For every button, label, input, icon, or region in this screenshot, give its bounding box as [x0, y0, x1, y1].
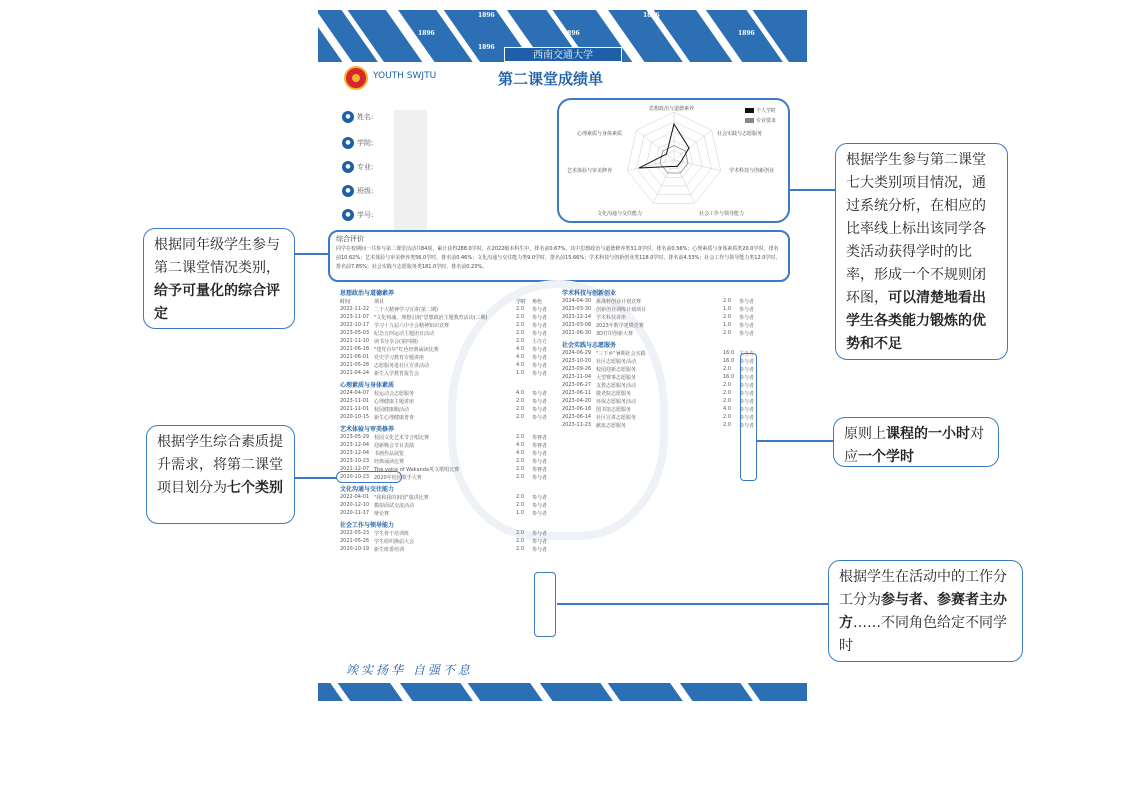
activity-hours: 2.0 [723, 314, 731, 320]
activity-role: 主办方 [532, 339, 548, 345]
info-class: ● 班级: [342, 185, 373, 198]
activity-name: 献血志愿服务 [596, 423, 627, 429]
activity-row [340, 442, 560, 450]
activity-role: 参与者 [532, 355, 548, 361]
activity-hours: 16.0 [723, 374, 735, 380]
connector-line [790, 189, 835, 191]
activity-row [562, 314, 792, 322]
activity-hours: 2.0 [723, 382, 731, 388]
activity-hours: 4.0 [516, 354, 524, 360]
activity-row [562, 382, 792, 390]
activity-row [340, 390, 560, 398]
connector-line [757, 440, 833, 442]
activity-role: 参与者 [532, 391, 548, 397]
info-major: ● 专业: [342, 161, 373, 174]
activity-row [340, 306, 560, 314]
activity-hours: 16.0 [723, 358, 735, 364]
activity-row [340, 314, 560, 322]
activity-date: 2023-12-04 [340, 442, 370, 448]
section-rows [340, 494, 560, 518]
radar-label: 社会实践与志愿服务 [717, 131, 763, 137]
activity-name: "建党百年"红色经典诵读比赛 [374, 347, 439, 353]
activity-row [340, 494, 560, 502]
activity-hours: 4.0 [516, 442, 524, 448]
callout-radar-explanation: 根据学生参与第二课堂七大类别项目情况，通过系统分析，在相应的比率线上标出该同学各类活动获得学时的比率，形成一个不规则闭环图，可以清楚地看出学生各类能力锻炼的优势和不足 [835, 143, 1008, 360]
activity-date: 2021-05-26 [340, 538, 370, 544]
activity-name: 图书馆志愿服务 [596, 407, 632, 413]
table-header: 时间 项目 学时 角色 [340, 299, 543, 305]
activity-role: 参与者 [532, 407, 548, 413]
section-rows [340, 390, 560, 422]
activity-name: 志愿服务进社区宣讲活动 [374, 363, 430, 369]
activity-name: 心理健康主题讲座 [374, 399, 415, 405]
activity-date: 2023-06-18 [562, 406, 592, 412]
activity-hours: 2.0 [516, 330, 524, 336]
activity-date: 2023-11-04 [562, 374, 592, 380]
activity-date: 2023-11-07 [340, 314, 370, 320]
band-year: 1896 [478, 44, 495, 51]
activity-row [562, 406, 792, 414]
activity-row [562, 398, 792, 406]
transcript-document [318, 10, 807, 701]
activity-date: 2023-12-14 [562, 314, 592, 320]
activity-role: 参赛者 [532, 443, 548, 449]
activity-name: 学术科技讲座 [596, 315, 627, 321]
activity-hours: 2.0 [723, 414, 731, 420]
callout-roles: 根据学生在活动中的工作分工分为参与者、参赛者主办方……不同角色给定不同学时 [828, 560, 1023, 662]
activity-date: 2020-10-23 [340, 474, 370, 480]
activity-hours: 1.0 [723, 322, 731, 328]
activity-name: 校运动会志愿服务 [374, 391, 415, 397]
activity-role: 参与者 [532, 363, 548, 369]
activity-hours: 4.0 [723, 406, 731, 412]
section-title: 思想政治与道德素养 [340, 290, 395, 297]
section-rows [562, 298, 792, 338]
major-icon: ● [342, 161, 354, 173]
activity-row [562, 322, 792, 330]
section-title: 文化沟通与交往能力 [340, 486, 395, 493]
activity-role: 参与者 [532, 315, 548, 321]
activity-hours: 4.0 [516, 362, 524, 368]
activity-date: 2020-10-15 [340, 414, 370, 420]
activity-date: 2023-06-11 [562, 390, 592, 396]
activity-row [340, 458, 560, 466]
activity-date: 2023-10-20 [562, 358, 592, 364]
activity-role: 参与者 [739, 391, 755, 397]
activity-date: 2024-04-07 [340, 390, 370, 396]
activity-hours: 4.0 [516, 390, 524, 396]
band-year: 1896 [738, 30, 755, 37]
activity-row [340, 530, 560, 538]
radar-individual-series [639, 124, 689, 168]
activity-row [340, 330, 560, 338]
activity-hours: 2.0 [516, 398, 524, 404]
activity-row [562, 358, 792, 366]
activity-hours: 4.0 [516, 346, 524, 352]
activity-name: 校园健康跑活动 [374, 407, 410, 413]
info-college: ● 学院: [342, 137, 373, 150]
university-motto: 竢实扬华 自强不息 [346, 663, 473, 677]
info-id: ● 学号: [342, 209, 373, 222]
activity-hours: 2.0 [516, 494, 524, 500]
activity-row [562, 350, 792, 358]
evaluation-title: 综合评价 [336, 235, 364, 243]
activity-role: 参与者 [739, 359, 755, 365]
activity-name: "文化铸魂，理想引航"思想政治主题教育活动(三期) [374, 315, 488, 321]
activity-hours: 2.0 [723, 398, 731, 404]
activity-row [340, 346, 560, 354]
activity-name: 书画作品展览 [374, 451, 405, 457]
activity-name: 支教志愿服务活动 [596, 383, 637, 389]
activity-role: 参与者 [739, 315, 755, 321]
activity-row [340, 546, 560, 554]
section-title: 社会实践与志愿服务 [562, 342, 617, 349]
activity-role: 参与者 [532, 495, 548, 501]
activity-date: 2023-09-26 [562, 366, 592, 372]
activity-date: 2023-10-23 [340, 458, 370, 464]
section-rows [340, 306, 560, 378]
role-column-highlight [534, 572, 556, 637]
activity-date: 2023-11-23 [562, 422, 592, 428]
hours-column-highlight [740, 353, 757, 481]
activity-date: 2021-04-24 [340, 370, 370, 376]
activity-role: 参与者 [739, 407, 755, 413]
connector-line [557, 603, 828, 605]
activity-name: 党史学习教育专题讲座 [374, 355, 425, 361]
activity-hours: 2.0 [516, 502, 524, 508]
activity-name: 学生组织换届大会 [374, 539, 415, 545]
callout-evaluation: 根据同年级学生参与第二课堂情况类别，给予可量化的综合评定 [143, 228, 295, 329]
activity-role: 参与者 [532, 307, 548, 313]
section-title: 学术科技与创新创业 [562, 290, 617, 297]
activity-name: "我和我的祖国"演讲比赛 [374, 495, 429, 501]
activity-hours: 16.0 [723, 350, 735, 356]
legend-requirement: 专业要求 [745, 117, 776, 124]
activity-hours: 2.0 [516, 406, 524, 412]
activity-hours: 2.0 [723, 330, 731, 336]
activity-row [340, 354, 560, 362]
activity-hours: 2.0 [516, 322, 524, 328]
activity-name: 2020年校园歌手大赛 [374, 475, 422, 481]
activity-row [340, 450, 560, 458]
radar-label: 文化沟通与交往能力 [597, 211, 643, 217]
radar-label: 社会工作与领导能力 [699, 211, 745, 217]
activity-name: 模拟面试交流活动 [374, 503, 415, 509]
activity-role: 参与者 [532, 547, 548, 553]
activity-date: 2022-04-01 [340, 494, 370, 500]
activity-date: 2022-11-22 [340, 306, 370, 312]
activity-date: 2023-05-03 [340, 330, 370, 336]
activity-role: 参与者 [532, 503, 548, 509]
radar-label: 学术科技与创新创业 [729, 168, 775, 174]
callout-hours: 原则上课程的一小时对应一个学时 [833, 417, 999, 467]
evaluation-text: 同学在校期间一共参与第二课堂活动共84项，累计获得288.0学时，在2022级本科生中，排名前0.67%。其中思想政治与道德修养类31.0学时，排名前0.56%；心理素质与身体素质类20.0学时，排名前10.62%；艺术体验与审美修养类56.0学时，排名前0.46%；文化沟通与交往能力类9.0学时，排名前15.66%；学术科技与创新创业类118.0学时，排名前4.53%；社会工作与领导能力类12.0学时，排名前7.85%；社会实践与志愿服务类181.0学时，排名前0.23%。 [336, 246, 781, 270]
activity-name: 环保志愿服务活动 [596, 399, 637, 405]
activity-name: 2023年数学建模竞赛 [596, 323, 644, 329]
activity-role: 参与者 [532, 371, 548, 377]
activity-row [340, 502, 560, 510]
activity-role: 参与者 [532, 323, 548, 329]
activity-role: 参与者 [532, 399, 548, 405]
id-icon: ● [342, 209, 354, 221]
activity-hours: 2.0 [516, 314, 524, 320]
activity-role: 参与者 [739, 323, 755, 329]
activity-row [340, 322, 560, 330]
youth-label: YOUTH SWJTU [373, 71, 437, 81]
band-year: 1896 [643, 12, 660, 19]
right-activity-column [562, 288, 792, 430]
activity-hours: 2.0 [516, 546, 524, 552]
activity-row [340, 434, 560, 442]
activity-date: 2021-11-10 [340, 338, 370, 344]
activity-name: 二十大精神学习宣讲(第二期) [374, 307, 438, 313]
activity-hours: 2.0 [516, 306, 524, 312]
activity-date: 2023-03-08 [562, 322, 592, 328]
activity-name: 学生骨干培训班 [374, 531, 410, 537]
connector-line [295, 477, 337, 479]
activity-row [340, 538, 560, 546]
activity-row [562, 414, 792, 422]
activity-row [340, 406, 560, 414]
activity-role: 主办方 [739, 351, 755, 357]
activity-date: 2022-05-23 [340, 530, 370, 536]
college-icon: ● [342, 137, 354, 149]
activity-name: 敬老院志愿服务 [596, 391, 632, 397]
activity-role: 参与者 [739, 375, 755, 381]
activity-role: 参与者 [532, 459, 548, 465]
radar-label: 思想政治与道德素养 [649, 106, 695, 112]
person-icon: ● [342, 111, 354, 123]
radar-chart-box [557, 98, 790, 223]
activity-hours: 2.0 [516, 466, 524, 472]
activity-role: 参与者 [739, 383, 755, 389]
activity-row [562, 330, 792, 338]
activity-name: 社区宣讲志愿服务 [596, 415, 637, 421]
activity-role: 参与者 [739, 331, 755, 337]
connector-line [295, 253, 330, 255]
activity-role: 参与者 [532, 451, 548, 457]
activity-name: "三下乡"暑期社会实践 [596, 351, 646, 357]
section-rows [340, 530, 560, 554]
activity-name: 新生班委培训 [374, 547, 405, 553]
redacted-info-block [394, 110, 427, 230]
activity-role: 参与者 [532, 415, 548, 421]
activity-date: 2023-06-14 [562, 414, 592, 420]
activity-role: 参与者 [739, 415, 755, 421]
activity-date: 2021-06-18 [340, 346, 370, 352]
activity-date: 2022-10-17 [340, 322, 370, 328]
section-title: 艺术体验与审美修养 [340, 426, 395, 433]
activity-row [340, 398, 560, 406]
activity-date: 2021-12-07 [340, 466, 370, 472]
band-year: 1896 [563, 30, 580, 37]
activity-date: 2021-05-28 [340, 362, 370, 368]
activity-row [562, 366, 792, 374]
activity-date: 2023-03-30 [562, 306, 592, 312]
activity-hours: 1.0 [516, 370, 524, 376]
activity-hours: 2.0 [723, 366, 731, 372]
activity-hours: 2.0 [516, 474, 524, 480]
activity-role: 参与者 [532, 331, 548, 337]
activity-name: 辩论赛 [374, 511, 390, 517]
activity-date: 2020-11-17 [340, 510, 370, 516]
band-year: 1896 [478, 12, 495, 19]
section-rows [562, 350, 792, 430]
activity-row [340, 338, 560, 346]
document-title: 第二课堂成绩单 [498, 70, 604, 88]
activity-role: 参与者 [532, 531, 548, 537]
activity-date: 2021-06-30 [562, 330, 592, 336]
activity-date: 2020-10-19 [340, 546, 370, 552]
activity-date: 2024-06-29 [562, 350, 592, 356]
activity-date: 2023-04-20 [562, 398, 592, 404]
activity-hours: 2.0 [516, 338, 524, 344]
section-title: 心理素质与身体素质 [340, 382, 395, 389]
activity-name: 大型赛事志愿服务 [596, 375, 637, 381]
activity-hours: 1.0 [516, 510, 524, 516]
activity-hours: 1.0 [723, 306, 731, 312]
activity-date: 2020-12-10 [340, 502, 370, 508]
activity-date: 2023-12-04 [340, 450, 370, 456]
section-title: 社会工作与领导能力 [340, 522, 395, 529]
activity-name: 读书分享会(第四期) [374, 339, 418, 345]
activity-name: 新生心理健康普查 [374, 415, 415, 421]
activity-role: 参赛者 [532, 467, 548, 473]
footer-band [318, 683, 807, 701]
activity-hours: 2.0 [723, 390, 731, 396]
activity-role: 参赛者 [532, 435, 548, 441]
activity-row [562, 422, 792, 430]
activity-name: 创新创业训练计划项目 [596, 307, 647, 313]
legend-individual: 个人学时 [745, 107, 776, 114]
activity-name: 挑战杯创业计划竞赛 [596, 299, 642, 305]
university-name: 西南交通大学 [504, 47, 622, 62]
activity-name: 3D打印创新大赛 [596, 331, 634, 337]
activity-row [562, 306, 792, 314]
activity-role: 参与者 [532, 347, 548, 353]
activity-hours: 2.0 [516, 530, 524, 536]
activity-hours: 2.0 [723, 298, 731, 304]
activity-row [340, 510, 560, 518]
activity-role: 参与者 [739, 299, 755, 305]
activity-name: 社区志愿服务活动 [596, 359, 637, 365]
activity-role: 参与者 [532, 511, 548, 517]
activity-date: 2024-04-30 [562, 298, 592, 304]
activity-row [562, 390, 792, 398]
activity-role: 参与者 [739, 423, 755, 429]
activity-hours: 2.0 [723, 422, 731, 428]
band-year: 1896 [418, 30, 435, 37]
activity-row [340, 414, 560, 422]
info-name: ● 姓名: [342, 111, 373, 124]
activity-hours: 2.0 [516, 538, 524, 544]
class-icon: ● [342, 185, 354, 197]
activity-role: 参与者 [532, 475, 548, 481]
activity-hours: 2.0 [516, 434, 524, 440]
activity-role: 参与者 [532, 539, 548, 545]
radar-label: 艺术体验与审美修养 [567, 168, 613, 174]
activity-name: 校园迎新志愿服务 [596, 367, 637, 373]
activity-hours: 4.0 [516, 450, 524, 456]
comprehensive-evaluation [328, 230, 790, 282]
activity-row [562, 298, 792, 306]
activity-hours: 2.0 [516, 414, 524, 420]
activity-date: 2023-05-29 [340, 434, 370, 440]
activity-role: 参与者 [739, 399, 755, 405]
activity-name: 新生入学教育报告会 [374, 371, 420, 377]
activity-date: 2021-06-01 [340, 354, 370, 360]
activity-name: 学习十九届六中全会精神知识竞赛 [374, 323, 450, 329]
activity-row [340, 362, 560, 370]
activity-name: The voice of Wakanda英文歌唱比赛 [374, 467, 460, 473]
activity-date: 2021-11-01 [340, 406, 370, 412]
callout-categories: 根据学生综合素质提升需求，将第二课堂项目划分为七个类别 [146, 425, 295, 524]
activity-row [340, 370, 560, 378]
left-activity-column [340, 288, 560, 554]
activity-date: 2023-11-01 [340, 398, 370, 404]
category-highlight [336, 471, 402, 483]
activity-name: 经典诵读比赛 [374, 459, 405, 465]
activity-hours: 2.0 [516, 458, 524, 464]
activity-role: 参与者 [739, 307, 755, 313]
activity-name: 校园文化艺术节合唱比赛 [374, 435, 430, 441]
radar-label: 心理素质与身体素质 [577, 131, 623, 137]
activity-date: 2023-06-27 [562, 382, 592, 388]
activity-name: 迎新晚会节目表演 [374, 443, 415, 449]
youth-league-logo [344, 66, 368, 90]
activity-name: 纪念五四运动主题团日活动 [374, 331, 435, 337]
activity-role: 参与者 [739, 367, 755, 373]
activity-row [562, 374, 792, 382]
